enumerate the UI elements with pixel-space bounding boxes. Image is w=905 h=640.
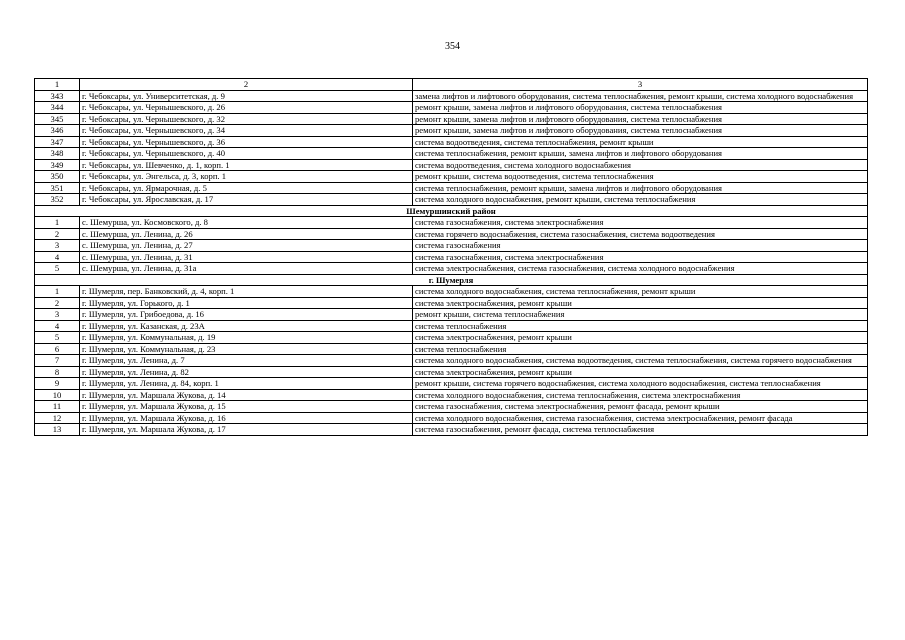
row-works: система электроснабжения, ремонт крыши: [413, 366, 868, 378]
row-works: замена лифтов и лифтового оборудования, система теплоснабжения, ремонт крыши, система холодного водоснабжения: [413, 90, 868, 102]
row-number: 348: [35, 148, 80, 160]
table-row: [35, 297, 868, 309]
row-works: система газоснабжения: [413, 240, 868, 252]
table-row: [35, 136, 868, 148]
row-works: система теплоснабжения, ремонт крыши, замена лифтов и лифтового оборудования: [413, 182, 868, 194]
row-address: г. Шумерля, ул. Маршала Жукова, д. 16: [80, 412, 413, 424]
table-row: [35, 332, 868, 344]
section-row: [35, 274, 868, 286]
header-row: [35, 79, 868, 91]
row-works: ремонт крыши, замена лифтов и лифтового оборудования, система теплоснабжения: [413, 125, 868, 137]
row-address: г. Шумерля, ул. Маршала Жукова, д. 14: [80, 389, 413, 401]
table-row: [35, 194, 868, 206]
row-address: г. Чебоксары, ул. Ярмарочная, д. 5: [80, 182, 413, 194]
table-row: [35, 90, 868, 102]
table-row: [35, 125, 868, 137]
table-row: [35, 113, 868, 125]
row-address: с. Шемурша, ул. Ленина, д. 31: [80, 251, 413, 263]
row-works: система водоотведения, система холодного водоснабжения: [413, 159, 868, 171]
row-address: с. Шемурша, ул. Космовского, д. 8: [80, 217, 413, 229]
row-works: система газоснабжения, система электроснабжения: [413, 217, 868, 229]
table-row: [35, 228, 868, 240]
row-works: система горячего водоснабжения, система газоснабжения, система водоотведения: [413, 228, 868, 240]
table-row: [35, 389, 868, 401]
row-works: система холодного водоснабжения, система теплоснабжения, ремонт крыши: [413, 286, 868, 298]
row-number: 1: [35, 286, 80, 298]
row-address: г. Шумерля, ул. Коммунальная, д. 23: [80, 343, 413, 355]
row-number: 9: [35, 378, 80, 390]
table-row: [35, 401, 868, 413]
row-address: г. Чебоксары, ул. Чернышевского, д. 40: [80, 148, 413, 160]
row-number: 346: [35, 125, 80, 137]
table-row: [35, 182, 868, 194]
row-number: 352: [35, 194, 80, 206]
table-row: [35, 240, 868, 252]
row-number: 7: [35, 355, 80, 367]
row-number: 5: [35, 332, 80, 344]
row-works: ремонт крыши, замена лифтов и лифтового оборудования, система теплоснабжения: [413, 113, 868, 125]
row-address: г. Шумерля, ул. Ленина, д. 82: [80, 366, 413, 378]
row-address: г. Шумерля, ул. Горького, д. 1: [80, 297, 413, 309]
row-address: г. Шумерля, ул. Казанская, д. 23А: [80, 320, 413, 332]
row-number: 349: [35, 159, 80, 171]
row-address: г. Шумерля, ул. Маршала Жукова, д. 15: [80, 401, 413, 413]
table-body: [35, 79, 868, 436]
row-works: система холодного водоснабжения, система газоснабжения, система электроснабжения, ремонт фасада: [413, 412, 868, 424]
row-number: 350: [35, 171, 80, 183]
row-number: 1: [35, 217, 80, 229]
row-number: 5: [35, 263, 80, 275]
column-header-number: 1: [35, 79, 80, 91]
row-number: 2: [35, 228, 80, 240]
row-address: г. Шумерля, ул. Коммунальная, д. 19: [80, 332, 413, 344]
row-works: система газоснабжения, система электроснабжения, ремонт фасада, ремонт крыши: [413, 401, 868, 413]
table-row: [35, 171, 868, 183]
row-works: система газоснабжения, ремонт фасада, система теплоснабжения: [413, 424, 868, 436]
row-number: 13: [35, 424, 80, 436]
row-address: с. Шемурша, ул. Ленина, д. 31а: [80, 263, 413, 275]
row-number: 2: [35, 297, 80, 309]
row-works: ремонт крыши, система теплоснабжения: [413, 309, 868, 321]
row-address: г. Чебоксары, ул. Чернышевского, д. 34: [80, 125, 413, 137]
row-works: система холодного водоснабжения, система водоотведения, система теплоснабжения, система горячего водоснабжения: [413, 355, 868, 367]
row-address: г. Чебоксары, ул. Шевченко, д. 1, корп. 1: [80, 159, 413, 171]
row-number: 3: [35, 309, 80, 321]
row-address: г. Чебоксары, ул. Чернышевского, д. 32: [80, 113, 413, 125]
table-row: [35, 159, 868, 171]
table-row: [35, 251, 868, 263]
row-number: 4: [35, 320, 80, 332]
table-row: [35, 424, 868, 436]
column-header-address: 2: [80, 79, 413, 91]
row-address: г. Чебоксары, ул. Энгельса, д. 3, корп. 1: [80, 171, 413, 183]
table-row: [35, 378, 868, 390]
row-number: 351: [35, 182, 80, 194]
row-address: г. Шумерля, пер. Банковский, д. 4, корп. 1: [80, 286, 413, 298]
row-works: система холодного водоснабжения, ремонт крыши, система теплоснабжения: [413, 194, 868, 206]
row-works: система электроснабжения, ремонт крыши: [413, 332, 868, 344]
row-address: с. Шемурша, ул. Ленина, д. 27: [80, 240, 413, 252]
section-row: [35, 205, 868, 217]
row-address: с. Шемурша, ул. Ленина, д. 26: [80, 228, 413, 240]
row-works: система электроснабжения, ремонт крыши: [413, 297, 868, 309]
table-row: [35, 309, 868, 321]
row-number: 3: [35, 240, 80, 252]
row-number: 10: [35, 389, 80, 401]
section-title: г. Шумерля: [35, 274, 868, 286]
row-address: г. Шумерля, ул. Ленина, д. 84, корп. 1: [80, 378, 413, 390]
row-number: 6: [35, 343, 80, 355]
column-header-works: 3: [413, 79, 868, 91]
table-row: [35, 343, 868, 355]
row-address: г. Шумерля, ул. Маршала Жукова, д. 17: [80, 424, 413, 436]
table-row: [35, 355, 868, 367]
row-works: ремонт крыши, система горячего водоснабжения, система холодного водоснабжения, система теплоснабжения: [413, 378, 868, 390]
row-address: г. Чебоксары, ул. Чернышевского, д. 36: [80, 136, 413, 148]
row-works: система теплоснабжения, ремонт крыши, замена лифтов и лифтового оборудования: [413, 148, 868, 160]
row-works: система теплоснабжения: [413, 320, 868, 332]
row-address: г. Чебоксары, ул. Ярославская, д. 17: [80, 194, 413, 206]
row-number: 345: [35, 113, 80, 125]
row-works: ремонт крыши, система водоотведения, система теплоснабжения: [413, 171, 868, 183]
row-number: 8: [35, 366, 80, 378]
row-works: система водоотведения, система теплоснабжения, ремонт крыши: [413, 136, 868, 148]
table-row: [35, 102, 868, 114]
table-row: [35, 286, 868, 298]
row-address: г. Чебоксары, ул. Университетская, д. 9: [80, 90, 413, 102]
row-number: 343: [35, 90, 80, 102]
table-row: [35, 263, 868, 275]
page-number: 354: [445, 41, 460, 52]
row-number: 11: [35, 401, 80, 413]
row-number: 4: [35, 251, 80, 263]
row-works: система электроснабжения, система газоснабжения, система холодного водоснабжения: [413, 263, 868, 275]
section-title: Шемуршинский район: [35, 205, 868, 217]
table-row: [35, 148, 868, 160]
table-row: [35, 217, 868, 229]
table-row: [35, 366, 868, 378]
row-address: г. Шумерля, ул. Ленина, д. 7: [80, 355, 413, 367]
row-works: ремонт крыши, замена лифтов и лифтового оборудования, система теплоснабжения: [413, 102, 868, 114]
row-address: г. Шумерля, ул. Грибоедова, д. 16: [80, 309, 413, 321]
objects-table: [34, 78, 868, 436]
table-row: [35, 412, 868, 424]
row-works: система теплоснабжения: [413, 343, 868, 355]
table-row: [35, 320, 868, 332]
row-works: система газоснабжения, система электроснабжения: [413, 251, 868, 263]
row-works: система холодного водоснабжения, система теплоснабжения, система электроснабжения: [413, 389, 868, 401]
row-number: 344: [35, 102, 80, 114]
row-address: г. Чебоксары, ул. Чернышевского, д. 26: [80, 102, 413, 114]
row-number: 347: [35, 136, 80, 148]
row-number: 12: [35, 412, 80, 424]
